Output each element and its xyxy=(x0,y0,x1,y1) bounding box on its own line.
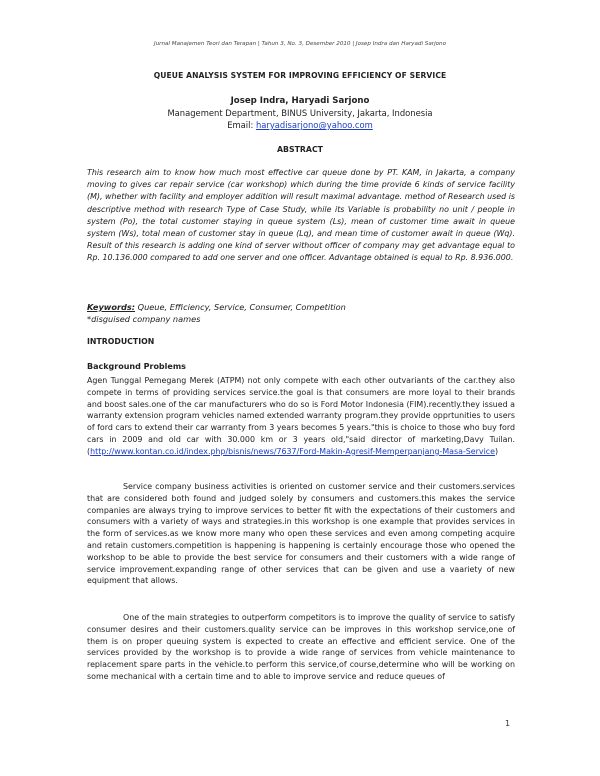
disguised-note: *disguised company names xyxy=(87,314,201,324)
keywords-label: Keywords: xyxy=(87,302,136,312)
keywords-line xyxy=(87,301,515,313)
email-link[interactable]: haryadisarjono@yahoo.com xyxy=(255,120,373,130)
paragraph-3 xyxy=(87,612,515,683)
paragraph-2 xyxy=(87,481,515,587)
paragraph-1-text: Agen Tunggal Pemegang Merek (ATPM) not only compete with each other outvariants of the car.they also compete in terms of providing services service.the goal is that consumers are more loyal to their brands and boost sales.one of the car manufacturers who do so is Ford Motor Indonesia (FIM).recently.they issued a warranty extension program vehicles named extended warranty program.they provide opprtunities to users of ford cars to extend their car warranty from 3 years becomes 5 years."this is choice to those who buy ford cars in 2009 and old car with 30.000 km or 3 years old,"said director of marketing,Davy Tuilan. ( xyxy=(87,376,516,456)
email-line xyxy=(0,120,600,130)
kontan-link[interactable]: http://www.kontan.co.id/index.php/bisnis/news/7637/Ford-Makin-Agresif-Memperpanjang-Masa-Service xyxy=(90,446,495,456)
background-heading: Background Problems xyxy=(87,362,186,371)
authors: Josep Indra, Haryadi Sarjono xyxy=(230,96,370,106)
running-header: Jurnal Manajemen Teori dan Terapan | Tahun 3, No. 3, Desember 2010 | Josep Indra dan Haryadi Sarjono xyxy=(153,41,447,47)
email-label: Email: xyxy=(227,120,254,130)
page-number: 1 xyxy=(505,719,511,728)
paper-title: QUEUE ANALYSIS SYSTEM FOR IMPROVING EFFICIENCY OF SERVICE xyxy=(153,71,447,80)
introduction-heading: INTRODUCTION xyxy=(87,337,155,346)
abstract-heading: ABSTRACT xyxy=(277,145,323,154)
abstract-body: This research aim to know how much most effective car queue done by PT. KAM, in Jakarta, a company moving to gives car repair service (car workshop) which during the time provide 6 kinds of service facility (M), whether with facility and employer addition will result maximal advantage. method of Research used is descriptive method with research Type of Case Study, while its Variable is probability no unit / people in system (Po), the total customer staying in queue system (Ls), mean of customer time await in queue system (Ws), total mean of customer stay in queue (Lq), and mean time of customer await in queue (Wq). Result of this research is adding one kind of server without officer of company may get advantage equal to Rp. 10.136.000 compared to add one server and one officer. Advantage obtained is equal to Rp. 8.936.000. xyxy=(87,168,515,263)
paragraph-1 xyxy=(87,375,515,458)
keywords-text: Queue, Efficiency, Service, Consumer, Competition xyxy=(135,302,346,312)
paragraph-1-end: ) xyxy=(494,446,499,456)
affiliation: Management Department, BINUS University, Jakarta, Indonesia xyxy=(167,108,433,118)
paragraph-3-text: One of the main strategies to outperform competitors is to improve the quality of service to satisfy consumer desires and their customers.quality service can be improves in this workshop service,one of them is on proper queuing system is expected to create an effective and efficient service. One of the services provided by the workshop is to provide a wide range of services from vehicle maintenance to replacement spare parts in the vehicle.to perform this service,of course,determine who will be working on some mechanical with a certain time and to able to improve service and reduce queues of xyxy=(87,613,515,681)
paragraph-2-text: Service company business activities is oriented on customer service and their customers.services that are considered both found and judged solely by consumers and customers.this makes the service companies are always trying to improve services to better fit with the expectations of their customers and consumers with a variety of ways and strategies.in this workshop is one example that provides services in the form of services.as we know more many who open these services and even among competing acquire and retain customers.competition is happening is happening is certainly encourage those who opened the workshop to be able to provide the best service for consumers and their customers with a wide range of service improvement.expanding range of other services that can be given and use a vaariety of new equipment that allows. xyxy=(87,482,515,586)
